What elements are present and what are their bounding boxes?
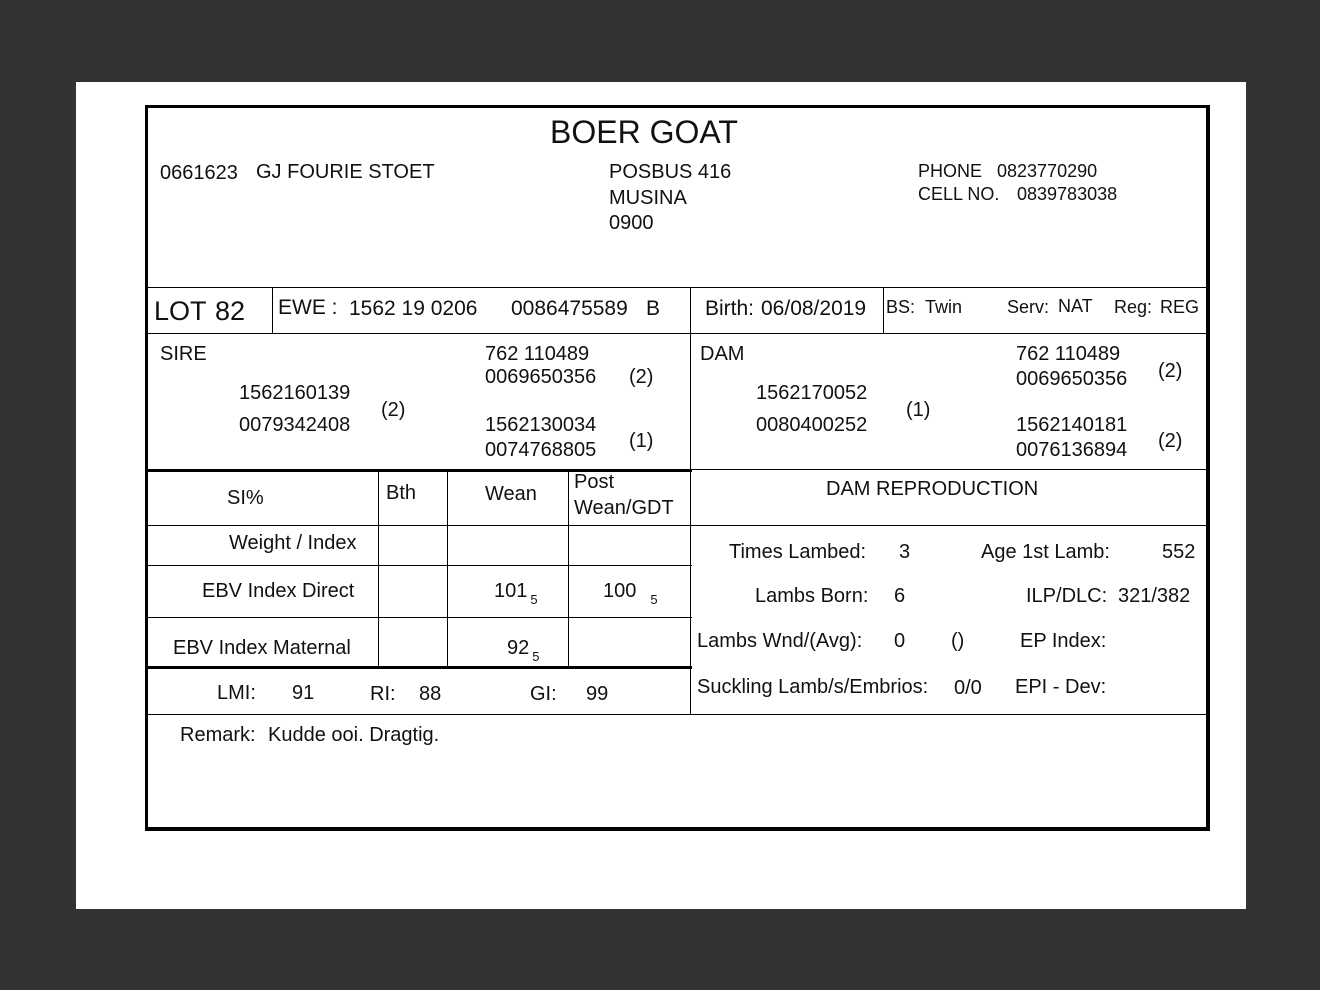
gi-value: 99: [586, 683, 609, 705]
divider: [272, 287, 273, 334]
card-border-right: [1206, 105, 1210, 831]
ebv-direct-post-sub: 5: [650, 592, 658, 607]
epi-dev-label: EPI - Dev:: [1015, 676, 1107, 698]
animal-code: 0086475589: [511, 297, 628, 320]
dam-mark: (1): [906, 399, 931, 421]
dam-sire-id: 762 110489: [1016, 343, 1121, 365]
remark-text: Kudde ooi. Dragtig.: [268, 724, 440, 746]
sire-code: 0079342408: [239, 414, 351, 436]
breeder-name: GJ FOURIE STOET: [256, 161, 435, 183]
sire-dam-code: 0074768805: [485, 439, 597, 461]
post-header: Wean/GDT: [574, 497, 674, 519]
times-lambed-value: 3: [899, 541, 911, 563]
address-line: 0900: [609, 212, 654, 234]
sire-dam-mark: (1): [629, 430, 654, 452]
ebv-direct-wean: [494, 580, 538, 607]
ri-value: 88: [419, 683, 442, 705]
card-border-top: [145, 105, 1210, 108]
divider: [883, 287, 884, 334]
ebv-direct-post-value: 100: [603, 580, 637, 602]
lambs-born-value: 6: [894, 585, 906, 607]
divider: [447, 470, 448, 667]
birth-label: Birth:: [705, 297, 755, 320]
lot-label: LOT: [154, 296, 207, 326]
gi-label: GI:: [530, 683, 557, 705]
age-first-lamb-label: Age 1st Lamb:: [981, 541, 1110, 563]
lambs-weaned-label: Lambs Wnd/(Avg):: [697, 630, 863, 652]
lot-number: 82: [215, 296, 246, 326]
sire-id: 1562160139: [239, 382, 351, 404]
lmi-label: LMI:: [217, 682, 256, 704]
animal-grade: B: [646, 297, 661, 320]
dam-sire-mark: (2): [1158, 360, 1183, 382]
ep-index-label: EP Index:: [1020, 630, 1107, 652]
suckling-value: 0/0: [954, 677, 982, 699]
ilp-value: 321/382: [1118, 585, 1191, 607]
sire-sire-code: 0069650356: [485, 366, 597, 388]
dam-code: 0080400252: [756, 414, 868, 436]
ebv-direct-post: [603, 580, 658, 607]
ebv-direct-wean-value: 101: [494, 580, 528, 602]
ebv-direct-wean-sub: 5: [530, 592, 538, 607]
ebv-maternal-wean: [507, 637, 540, 664]
sire-dam-id: 1562130034: [485, 414, 597, 436]
ri-label: RI:: [370, 683, 396, 705]
dam-sire-code: 0069650356: [1016, 368, 1128, 390]
ebv-maternal-wean-sub: 5: [532, 649, 540, 664]
remark-label: Remark:: [180, 724, 256, 746]
si-header: SI%: [227, 487, 264, 509]
ewe-label: EWE :: [278, 296, 338, 319]
sire-sire-id: 762 110489: [485, 343, 590, 365]
weight-index-label: Weight / Index: [229, 532, 357, 554]
lambs-born-label: Lambs Born:: [755, 585, 869, 607]
dam-dam-code: 0076136894: [1016, 439, 1128, 461]
card-border-bottom: [145, 827, 1210, 831]
birth-date: 06/08/2019: [761, 297, 867, 320]
bs-label: BS:: [886, 297, 916, 317]
address-line: MUSINA: [609, 187, 687, 209]
phone-number: 0823770290: [997, 161, 1098, 181]
ebv-maternal-wean-value: 92: [507, 637, 530, 659]
ebv-maternal-label: EBV Index Maternal: [173, 637, 351, 659]
divider: [147, 666, 692, 669]
dam-id: 1562170052: [756, 382, 868, 404]
divider: [378, 470, 379, 667]
times-lambed-label: Times Lambed:: [729, 541, 867, 563]
lambs-weaned-avg: (): [951, 630, 965, 652]
dam-dam-id: 1562140181: [1016, 414, 1128, 436]
divider: [147, 617, 692, 618]
bs-value: Twin: [925, 297, 963, 317]
bth-header: Bth: [386, 482, 417, 504]
lmi-value: 91: [292, 682, 315, 704]
divider: [147, 565, 692, 566]
divider: [568, 470, 569, 667]
cell-number: 0839783038: [1017, 184, 1118, 204]
serv-value: NAT: [1058, 296, 1093, 316]
divider: [147, 525, 1207, 526]
dam-dam-mark: (2): [1158, 430, 1183, 452]
phone-label: PHONE: [918, 161, 983, 181]
divider: [690, 287, 691, 715]
divider: [147, 287, 1207, 288]
card-border-left: [145, 105, 148, 831]
divider: [147, 333, 1207, 334]
breeder-number: 0661623: [160, 162, 238, 184]
divider: [692, 469, 1207, 470]
serv-label: Serv:: [1007, 297, 1050, 317]
animal-id: 1562 19 0206: [349, 297, 478, 320]
age-first-lamb-value: 552: [1162, 541, 1196, 563]
wean-header: Wean: [485, 483, 537, 505]
dam-label: DAM: [700, 343, 745, 365]
card-title: BOER GOAT: [550, 114, 738, 150]
post-header: Post: [574, 471, 615, 493]
lambs-weaned-value: 0: [894, 630, 906, 652]
reg-value: REG: [1160, 297, 1200, 317]
ebv-direct-label: EBV Index Direct: [202, 580, 355, 602]
dam-reproduction-title: DAM REPRODUCTION: [826, 478, 1039, 500]
suckling-label: Suckling Lamb/s/Embrios:: [697, 676, 929, 698]
address-line: POSBUS 416: [609, 161, 732, 183]
ilp-label: ILP/DLC:: [1026, 585, 1108, 607]
divider: [147, 714, 1207, 715]
sire-label: SIRE: [160, 343, 207, 365]
reg-label: Reg:: [1114, 297, 1153, 317]
sire-sire-mark: (2): [629, 366, 654, 388]
cell-label: CELL NO.: [918, 184, 1000, 204]
sire-mark: (2): [381, 399, 406, 421]
